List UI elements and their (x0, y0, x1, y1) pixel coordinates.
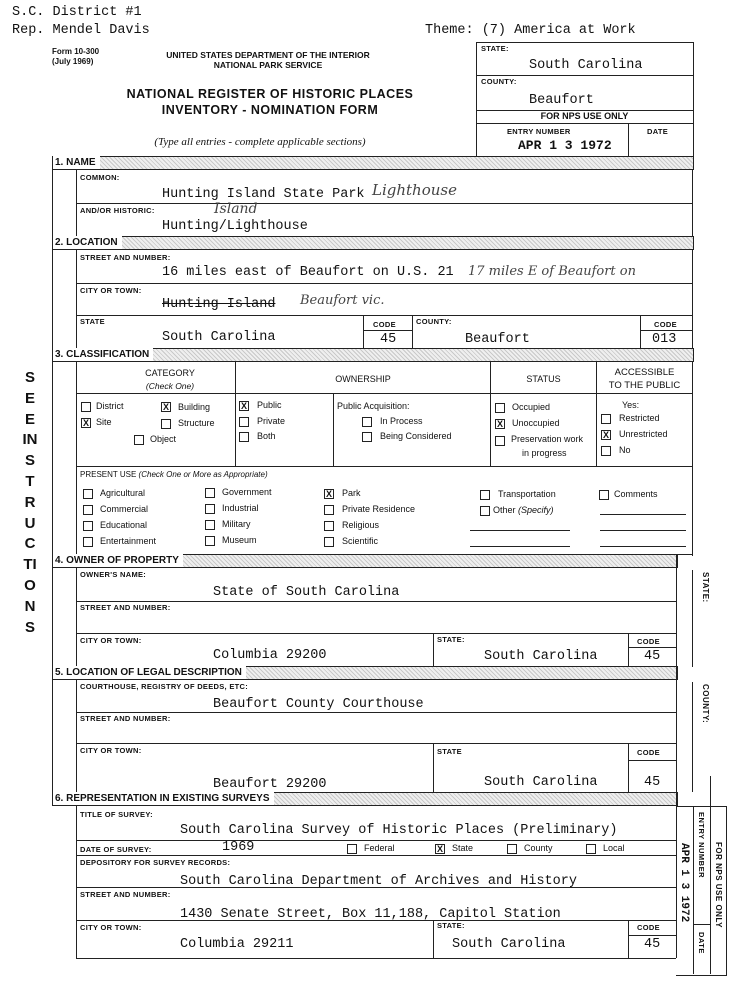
section-5-bar (52, 666, 678, 680)
owner-code-label: CODE (637, 637, 660, 646)
county-survey-checkbox[interactable] (507, 844, 517, 854)
depository-code-label: CODE (637, 923, 660, 932)
agricultural-checkbox[interactable] (83, 489, 93, 499)
federal-label: Federal (364, 843, 395, 853)
type-instructions: (Type all entries - complete applicable sections) (154, 136, 366, 148)
legal-city-label: CITY OR TOWN: (80, 746, 142, 755)
location-street-label: STREET AND NUMBER: (80, 253, 171, 262)
courthouse-label: COURTHOUSE, REGISTRY OF DEEDS, ETC: (80, 682, 249, 691)
common-name: Hunting Island State Park (162, 187, 365, 202)
entry-stamp: APR 1 3 1972 (518, 138, 612, 153)
entertainment-checkbox[interactable] (83, 537, 93, 547)
date-label: DATE (647, 127, 669, 136)
structure-checkbox[interactable] (161, 419, 171, 429)
service: NATIONAL PARK SERVICE (213, 60, 323, 70)
location-street-handwriting: 17 miles E of Beaufort on (468, 264, 636, 279)
unoccupied-label: Unoccupied (512, 418, 560, 428)
present-use-hint: (Check One or More as Appropriate) (138, 470, 268, 479)
no-checkbox[interactable] (601, 446, 611, 456)
scientific-checkbox[interactable] (324, 537, 334, 547)
legal-city: Beaufort 29200 (213, 777, 327, 792)
depository-street: 1430 Senate Street, Box 11,188, Capitol Station (180, 907, 561, 922)
federal-checkbox[interactable] (347, 844, 357, 854)
nps-use-only: FOR NPS USE ONLY (540, 111, 629, 121)
restricted-label: Restricted (619, 413, 660, 423)
transportation-checkbox[interactable] (480, 490, 490, 500)
form-title-2: INVENTORY - NOMINATION FORM (161, 103, 379, 117)
ownership-header: OWNERSHIP (335, 374, 391, 384)
local-checkbox[interactable] (586, 844, 596, 854)
sidebox-state-label: STATE: (481, 44, 509, 53)
form-title-1: NATIONAL REGISTER OF HISTORIC PLACES (126, 87, 414, 101)
structure-label: Structure (178, 418, 215, 428)
legal-code-label: CODE (637, 748, 660, 757)
category-header: CATEGORY (145, 368, 195, 378)
preservation-checkbox[interactable] (495, 436, 505, 446)
being-considered-label: Being Considered (380, 431, 452, 441)
preservation-label-2: in progress (522, 448, 567, 458)
form-date: (July 1969) (52, 57, 94, 66)
in-process-label: In Process (380, 416, 423, 426)
depository: South Carolina Department of Archives and History (180, 874, 577, 889)
side-date-label: DATE (697, 932, 706, 954)
depository-city: Columbia 29211 (180, 937, 294, 952)
depository-city-label: CITY OR TOWN: (80, 923, 142, 932)
owner-city-label: CITY OR TOWN: (80, 636, 142, 645)
depository-label: DEPOSITORY FOR SURVEY RECORDS: (80, 858, 231, 867)
owner-state-label: STATE: (437, 635, 465, 644)
survey-date: 1969 (222, 840, 255, 855)
specify-hint: (Specify) (518, 505, 554, 515)
theme-note: Theme: (7) America at Work (425, 23, 636, 38)
public-label: Public (257, 400, 282, 410)
private-label: Private (257, 416, 286, 426)
comments-checkbox[interactable] (599, 490, 609, 500)
section-6-bar (52, 792, 678, 806)
side-entry-number-label: ENTRY NUMBER (697, 812, 706, 879)
state-survey-label: State (452, 843, 474, 853)
section-3-title: 3. CLASSIFICATION (53, 348, 153, 361)
common-handwriting: Lighthouse (372, 181, 457, 199)
building-label: Building (178, 402, 211, 412)
unoccupied-checkbox[interactable]: X (496, 419, 503, 429)
legal-state-label: STATE (437, 747, 462, 756)
unrestricted-checkbox[interactable]: X (602, 430, 609, 440)
present-use-label: PRESENT USE (80, 470, 137, 479)
sidebox-county: Beaufort (529, 93, 594, 108)
district-checkbox[interactable] (81, 402, 91, 412)
side-state-column (676, 570, 693, 667)
restricted-checkbox[interactable] (601, 414, 611, 424)
both-checkbox[interactable] (239, 432, 249, 442)
section-2-title: 2. LOCATION (53, 236, 122, 249)
rep-note: Rep. Mendel Davis (12, 23, 150, 38)
owner-state: South Carolina (484, 649, 598, 664)
location-city-handwriting: Beaufort vic. (300, 293, 385, 308)
side-county-label: COUNTY: (701, 684, 710, 724)
comments-label: Comments (614, 489, 658, 499)
both-label: Both (257, 431, 276, 441)
depository-street-label: STREET AND NUMBER: (80, 890, 171, 899)
building-checkbox[interactable]: X (162, 402, 169, 412)
object-checkbox[interactable] (134, 435, 144, 445)
present-use-header (80, 470, 268, 479)
local-label: Local (603, 843, 625, 853)
check-one-note: (Check One) (145, 381, 195, 391)
agricultural-label: Agricultural (100, 488, 146, 498)
educational-checkbox[interactable] (83, 521, 93, 531)
legal-street-label: STREET AND NUMBER: (80, 714, 171, 723)
military-label: Military (222, 519, 251, 529)
unrestricted-label: Unrestricted (619, 429, 668, 439)
educational-label: Educational (100, 520, 148, 530)
owner-name-label: OWNER'S NAME: (80, 570, 147, 579)
section-3-bar (52, 348, 694, 362)
sidebox-state: South Carolina (529, 58, 643, 73)
location-street: 16 miles east of Beaufort on U.S. 21 (162, 265, 454, 280)
object-label: Object (150, 434, 177, 444)
museum-checkbox[interactable] (205, 536, 215, 546)
section-2-bar (52, 236, 694, 250)
depository-code: 45 (644, 937, 661, 952)
in-process-checkbox[interactable] (362, 417, 372, 427)
survey-date-label: DATE OF SURVEY: (80, 845, 152, 854)
owner-name: State of South Carolina (213, 585, 400, 600)
scientific-label: Scientific (342, 536, 379, 546)
survey-title: South Carolina Survey of Historic Places (Preliminary) (180, 823, 618, 838)
accessible-header-2: TO THE PUBLIC (608, 380, 681, 391)
site-label: Site (96, 417, 112, 427)
commercial-label: Commercial (100, 504, 149, 514)
section-5-title: 5. LOCATION OF LEGAL DESCRIPTION (53, 666, 246, 679)
location-state-code: 45 (380, 332, 397, 347)
legal-state: South Carolina (484, 775, 598, 790)
depository-state-label: STATE: (437, 921, 465, 930)
legal-code: 45 (644, 775, 661, 790)
no-label: No (619, 445, 631, 455)
commercial-checkbox[interactable] (83, 505, 93, 515)
see-instructions-margin: SEE INSTRUCTIONS (22, 369, 38, 636)
other-checkbox[interactable] (480, 506, 490, 516)
location-county-code-label: CODE (654, 320, 677, 329)
county-survey-label: County (524, 843, 553, 853)
location-city: Hunting Island (162, 297, 276, 312)
entertainment-label: Entertainment (100, 536, 157, 546)
being-considered-checkbox[interactable] (362, 432, 372, 442)
private-checkbox[interactable] (239, 417, 249, 427)
section-1-bar (52, 156, 694, 170)
occupied-checkbox[interactable] (495, 403, 505, 413)
section-4-bar (52, 554, 678, 568)
side-state-label: STATE: (701, 572, 710, 603)
occupied-label: Occupied (512, 402, 551, 412)
owner-city: Columbia 29200 (213, 648, 327, 663)
other-label (493, 505, 554, 515)
sidebox-county-label: COUNTY: (481, 77, 517, 86)
location-county-code: 013 (652, 332, 677, 347)
district-note: S.C. District #1 (12, 5, 142, 20)
survey-title-label: TITLE OF SURVEY: (80, 810, 153, 819)
courthouse: Beaufort County Courthouse (213, 697, 424, 712)
depository-state: South Carolina (452, 937, 566, 952)
location-county: Beaufort (465, 332, 530, 347)
side-nps-label: FOR NPS USE ONLY (714, 842, 723, 928)
side-county-column (676, 682, 693, 792)
religious-checkbox[interactable] (324, 521, 334, 531)
common-label: COMMON: (80, 173, 120, 182)
public-acquisition-label: Public Acquisition: (337, 401, 410, 411)
industrial-checkbox[interactable] (205, 504, 215, 514)
location-state-label: STATE (80, 317, 105, 326)
park-checkbox[interactable]: X (325, 489, 332, 499)
location-county-label: COUNTY: (416, 317, 452, 326)
religious-label: Religious (342, 520, 380, 530)
preservation-label-1: Preservation work (511, 434, 584, 444)
owner-code: 45 (644, 649, 661, 664)
industrial-label: Industrial (222, 503, 259, 513)
side-entry-stamp: APR 1 3 1972 (678, 843, 690, 923)
private-residence-label: Private Residence (342, 504, 416, 514)
yes-label: Yes: (622, 400, 640, 410)
location-state-code-label: CODE (373, 320, 396, 329)
section-1-title: 1. NAME (53, 156, 100, 169)
public-checkbox[interactable]: X (240, 401, 247, 411)
section-6-title: 6. REPRESENTATION IN EXISTING SURVEYS (53, 792, 274, 805)
transportation-label: Transportation (498, 489, 556, 499)
historic-handwriting: Island (214, 201, 258, 217)
state-survey-checkbox[interactable]: X (436, 844, 443, 854)
department: UNITED STATES DEPARTMENT OF THE INTERIOR (166, 50, 370, 60)
section-4-title: 4. OWNER OF PROPERTY (53, 554, 183, 567)
private-residence-checkbox[interactable] (324, 505, 334, 515)
owner-street-label: STREET AND NUMBER: (80, 603, 171, 612)
government-label: Government (222, 487, 272, 497)
status-header: STATUS (526, 374, 561, 384)
museum-label: Museum (222, 535, 257, 545)
military-checkbox[interactable] (205, 520, 215, 530)
historic-name: Hunting/Lighthouse (162, 219, 308, 234)
entry-number-label: ENTRY NUMBER (507, 127, 571, 136)
park-label: Park (342, 488, 361, 498)
other-text: Other (493, 505, 516, 515)
location-city-label: CITY OR TOWN: (80, 286, 142, 295)
district-label: District (96, 401, 124, 411)
form-number: Form 10-300 (52, 47, 100, 56)
government-checkbox[interactable] (205, 488, 215, 498)
site-checkbox[interactable]: X (82, 418, 89, 428)
historic-label: AND/OR HISTORIC: (80, 206, 155, 215)
accessible-header-1: ACCESSIBLE (614, 367, 675, 378)
location-state: South Carolina (162, 330, 276, 345)
